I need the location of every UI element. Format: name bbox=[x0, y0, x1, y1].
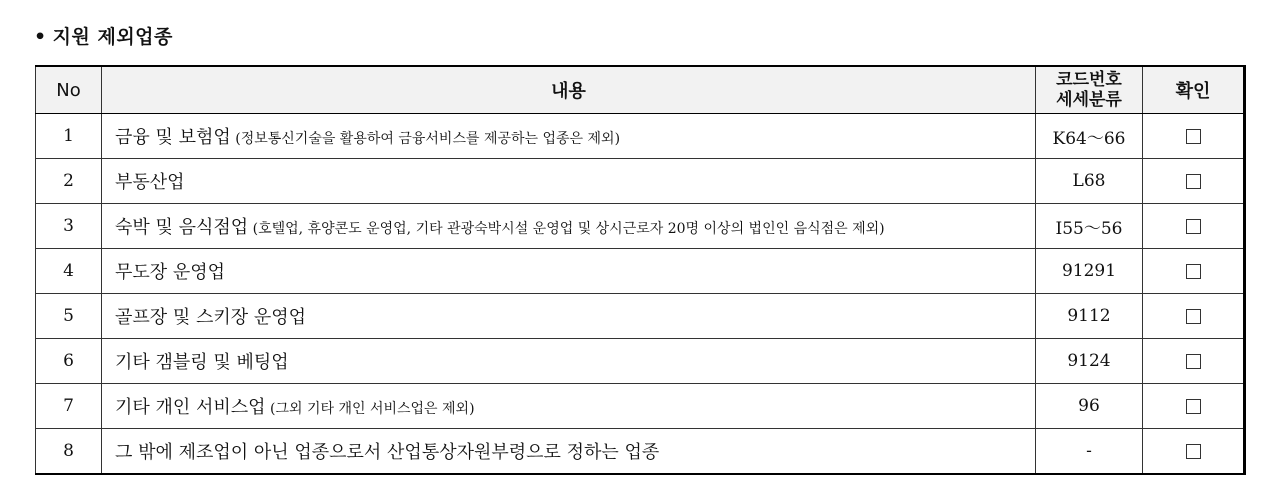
row-code: L68 bbox=[1036, 159, 1143, 204]
row-no: 1 bbox=[36, 114, 102, 159]
row-confirm-cell bbox=[1143, 159, 1245, 204]
section-title bbox=[34, 22, 173, 49]
confirm-checkbox[interactable] bbox=[1186, 264, 1201, 279]
excluded-industries-table bbox=[35, 65, 1246, 475]
row-confirm-cell bbox=[1143, 429, 1245, 475]
row-content bbox=[102, 159, 1036, 204]
row-no: 4 bbox=[36, 249, 102, 294]
confirm-checkbox[interactable] bbox=[1186, 399, 1201, 414]
confirm-checkbox[interactable] bbox=[1186, 444, 1201, 459]
header-code-line1: 코드번호 bbox=[1056, 70, 1122, 90]
row-no: 3 bbox=[36, 204, 102, 249]
table-row bbox=[36, 204, 1245, 249]
row-no: 8 bbox=[36, 429, 102, 475]
row-confirm-cell bbox=[1143, 339, 1245, 384]
row-code: 91291 bbox=[1036, 249, 1143, 294]
row-code: 9112 bbox=[1036, 294, 1143, 339]
table-row bbox=[36, 159, 1245, 204]
table-row bbox=[36, 429, 1245, 475]
header-code bbox=[1036, 66, 1143, 114]
row-main-text: 기타 갬블링 및 베팅업 bbox=[115, 352, 289, 373]
row-content bbox=[102, 429, 1036, 475]
row-main-text: 무도장 운영업 bbox=[115, 262, 226, 283]
table-row bbox=[36, 339, 1245, 384]
row-confirm-cell bbox=[1143, 294, 1245, 339]
row-confirm-cell bbox=[1143, 384, 1245, 429]
confirm-checkbox[interactable] bbox=[1186, 309, 1201, 324]
header-no: No bbox=[36, 66, 102, 114]
section-title-text: 지원 제외업종 bbox=[52, 26, 173, 48]
row-confirm-cell bbox=[1143, 114, 1245, 159]
row-code: I55～56 bbox=[1036, 204, 1143, 249]
row-main-text: 그 밖에 제조업이 아닌 업종으로서 산업통상자원부령으로 정하는 업종 bbox=[115, 442, 660, 463]
row-content bbox=[102, 249, 1036, 294]
row-code: - bbox=[1036, 429, 1143, 475]
row-content bbox=[102, 384, 1036, 429]
row-confirm-cell bbox=[1143, 204, 1245, 249]
table-row bbox=[36, 294, 1245, 339]
row-no: 7 bbox=[36, 384, 102, 429]
table-row bbox=[36, 384, 1245, 429]
row-code: K64～66 bbox=[1036, 114, 1143, 159]
row-content bbox=[102, 204, 1036, 249]
row-no: 6 bbox=[36, 339, 102, 384]
table-row bbox=[36, 249, 1245, 294]
bullet-icon: • bbox=[34, 26, 47, 48]
row-note-text: (그외 기타 개인 서비스업은 제외) bbox=[265, 401, 475, 417]
row-main-text: 골프장 및 스키장 운영업 bbox=[115, 307, 307, 328]
row-main-text: 금융 및 보험업 bbox=[115, 127, 231, 148]
table-header-row bbox=[36, 66, 1245, 114]
confirm-checkbox[interactable] bbox=[1186, 129, 1201, 144]
row-note-text: (호텔업, 휴양콘도 운영업, 기타 관광숙박시설 운영업 및 상시근로자 20명 이상의 법인인 음식점은 제외) bbox=[248, 221, 885, 237]
row-no: 2 bbox=[36, 159, 102, 204]
header-code-line2: 세세분류 bbox=[1056, 90, 1122, 110]
row-content bbox=[102, 114, 1036, 159]
row-no: 5 bbox=[36, 294, 102, 339]
row-content bbox=[102, 339, 1036, 384]
row-main-text: 부동산업 bbox=[115, 172, 185, 193]
row-code: 9124 bbox=[1036, 339, 1143, 384]
row-confirm-cell bbox=[1143, 249, 1245, 294]
confirm-checkbox[interactable] bbox=[1186, 219, 1201, 234]
table-row bbox=[36, 114, 1245, 159]
row-code: 96 bbox=[1036, 384, 1143, 429]
row-note-text: (정보통신기술을 활용하여 금융서비스를 제공하는 업종은 제외) bbox=[230, 131, 621, 147]
row-main-text: 기타 개인 서비스업 bbox=[115, 397, 266, 418]
row-content bbox=[102, 294, 1036, 339]
row-main-text: 숙박 및 음식점업 bbox=[115, 217, 249, 238]
header-content: 내용 bbox=[102, 66, 1036, 114]
header-confirm: 확인 bbox=[1143, 66, 1245, 114]
confirm-checkbox[interactable] bbox=[1186, 174, 1201, 189]
confirm-checkbox[interactable] bbox=[1186, 354, 1201, 369]
